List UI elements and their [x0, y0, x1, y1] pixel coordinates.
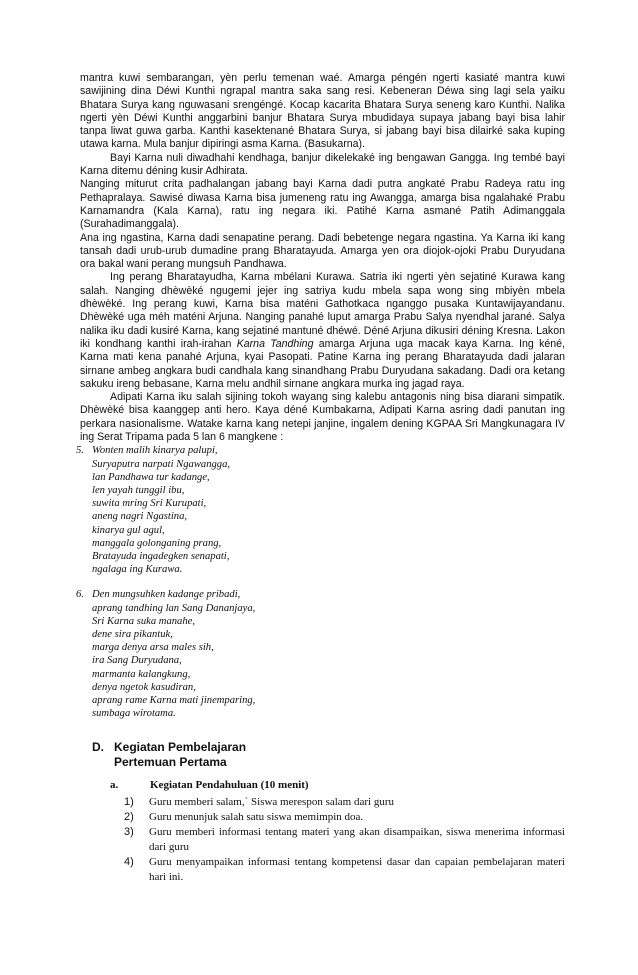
step-number: 4) — [124, 856, 134, 869]
step-text: Guru memberi salam,` Siswa merespon salam dari guru — [149, 796, 394, 809]
verse-5-line-7: kinarya gul agul, — [92, 524, 165, 536]
list-item — [124, 795, 565, 810]
verse-6 — [76, 588, 565, 720]
verse-6-line-7: marmanta kalangkung, — [92, 668, 191, 680]
paragraph-ngastina: Ana ing ngastina, Karna dadi senapatine perang. Dadi bebetenge negara ngastina. Ya Karna iki kang tansah dadi urub-urub dumadine prang Bharatayuda. Amarga yen ora diojok-ojoki Prabu Duryudana ora bakal wani perang mungsuh Pandhawa. — [80, 231, 565, 271]
paragraph-bharatayudha-part1: Ing perang Bharatayudha, Karna mbélani Kurawa. Satria iki ngerti yèn sejatiné Kurawa kang salah. Nanging dhèwèké ngugemi jejer ing satriya kudu mbela sapa wong sing mbiyèn mbela dhèwèké. Ing perang kuwi, Karna bisa maténi Gathotkaca nganggo pusaka Kuntawijayandanu. Dhèwèké uga méh maténi Arjuna. Nanging panahé luput amarga Prabu Salya nyendhal jarané. Salya nalika iku dadi kusiré Karna, kang sejatiné mantuné dhéwé. Déné Arjuna dikusiri déning Kresna. Lakon iki kondhang kanthi irah-irahan — [80, 271, 565, 350]
step-text: Guru menyampaikan informasi tentang kompetensi dasar dan capaian pembelajaran materi hari ini. — [149, 856, 565, 884]
paragraph-karna-birth: mantra kuwi sembarangan, yèn perlu temenan waé. Amarga péngén ngerti kasiaté mantra kuwi sawijining dina Déwi Kunthi ngrapal mantra saka sang resi. Kebeneran Déwa sing lagi sela yaiku Bhatara Surya kang nguwasani srengéngé. Kocap kacarita Bhatara Surya seneng karo Kunthi. Nalika ngerti yèn Déwi Kunthi anggarbini banjur Bhatara Surya mbudidaya supaya jabang bayi bisa lahir tanpa liwat guwa garba. Kanthi kasektenané Bhatara Surya, si jabang bayi bisa dilairké saka kuping utawa karna. Mula banjur dipiringi asma Karna. (Basukarna). — [80, 72, 565, 151]
activity-label: a. — [110, 779, 119, 792]
verse-5-line-1 — [76, 444, 565, 457]
verse-6-line-4: dene sira pikantuk, — [92, 628, 173, 640]
document-page — [76, 72, 565, 885]
verse-6-line-6: ira Sang Duryudana, — [92, 655, 182, 667]
verse-6-line-5: marga denya arsa males sih, — [92, 642, 214, 654]
verse-6-line-8: denya ngetok kasudiran, — [92, 681, 196, 693]
verse-6-line-1 — [76, 588, 565, 601]
section-subtitle: Pertemuan Pertama — [114, 755, 227, 770]
verse-5-line-4: len yayah tunggil ibu, — [92, 484, 185, 496]
verse-5-line-9: Bratayuda ingadegken senapati, — [92, 550, 230, 562]
verse-5-line-10: ngalaga ing Kurawa. — [92, 564, 183, 576]
paragraph-karna-basket: Bayi Karna nuli diwadhahi kendhaga, banjur dikelekaké ing bengawan Gangga. Ing tembé bayi Karna ditemu déning kusir Adhirata. — [80, 151, 565, 178]
paragraph-bharatayudha — [80, 271, 565, 391]
step-number: 2) — [124, 811, 134, 824]
paragraph-padhalangan: Nanging miturut crita padhalangan jabang bayi Karna dadi putra angkaté Prabu Radeya ratu ing Pethapralaya. Sawisé diwasa Karna bisa jumeneng ratu ing Awangga, amarga bisa ngalahaké Prabu Karnamandra (Kala Karna), ratu ing negara iki. Patihé Karna asmané Patih Adimanggala (Surahadimanggala). — [80, 178, 565, 231]
verse-5-line-5: suwita mring Sri Kurupati, — [92, 498, 207, 510]
list-item — [124, 855, 565, 885]
verse-6-line-9: aprang rame Karna mati jinemparing, — [92, 694, 256, 706]
section-heading — [92, 740, 565, 770]
activity-heading — [110, 778, 565, 793]
activity-title: Kegiatan Pendahuluan (10 menit) — [150, 779, 309, 792]
step-number: 3) — [124, 826, 134, 839]
verse-6-line-10: sumbaga wirotama. — [92, 708, 176, 720]
section-label: D. — [92, 740, 104, 755]
paragraph-adipati-karna: Adipati Karna iku salah sijining tokoh wayang sing kalebu antagonis ning bisa diarani simpatik. Dhèwèké bisa kaanggep anti hero. Kaya déné Kumbakarna, Adipati Karna asring dadi panutan ing perkara nasionalisme. Watake karna kang netepi janjine, ingalem dening KGPAA Sri Mangkunagara IV ing Serat Tripama pada 5 lan 6 mangkene : — [80, 391, 565, 444]
karna-tandhing-title: Karna Tandhing — [236, 337, 314, 350]
activity-steps — [80, 795, 565, 885]
step-number: 1) — [124, 796, 134, 809]
section-title: Kegiatan Pembelajaran — [114, 740, 247, 755]
verse-6-line-3: Sri Karna suka manahe, — [92, 615, 195, 627]
list-item — [124, 825, 565, 855]
step-text: Guru memberi informasi tentang materi yang akan disampaikan, siswa menerima informasi dari guru — [149, 826, 565, 854]
verse-6-line-2: aprang tandhing lan Sang Dananjaya, — [92, 602, 256, 614]
paragraph-bharatayudha-part2: amarga Arjuna uga macak kaya Karna. Ing kéné, Karna mati kena panahé Arjuna, kyai Pasopati. Patine Karna ing perang Bharatayuda dadi jalaran sirnane ambeg angkara budi candhala kang sinandhang Prabu Duryudana sakadang. Dadi ora ketang sakuku ireng bebasane, Karna melu andhil sirnane angkara murka ing jagad raya. — [80, 337, 565, 390]
verse-5-text-1: Wonten malih kinarya palupi, — [92, 445, 218, 457]
verse-6-number: 6. — [76, 589, 84, 601]
verse-5-line-2: Suryaputra narpati Ngawangga, — [92, 458, 231, 470]
verse-5-line-3: lan Pandhawa tur kadange, — [92, 471, 210, 483]
verse-5-line-6: aneng nagri Ngastina, — [92, 511, 188, 523]
step-text: Guru menunjuk salah satu siswa memimpin doa. — [149, 811, 364, 824]
list-item — [124, 810, 565, 825]
verse-5 — [76, 444, 565, 576]
verse-5-line-8: manggala golonganing prang, — [92, 537, 222, 549]
verse-5-number: 5. — [76, 445, 84, 457]
verse-6-text-1: Den mungsuhken kadange pribadi, — [92, 589, 241, 601]
